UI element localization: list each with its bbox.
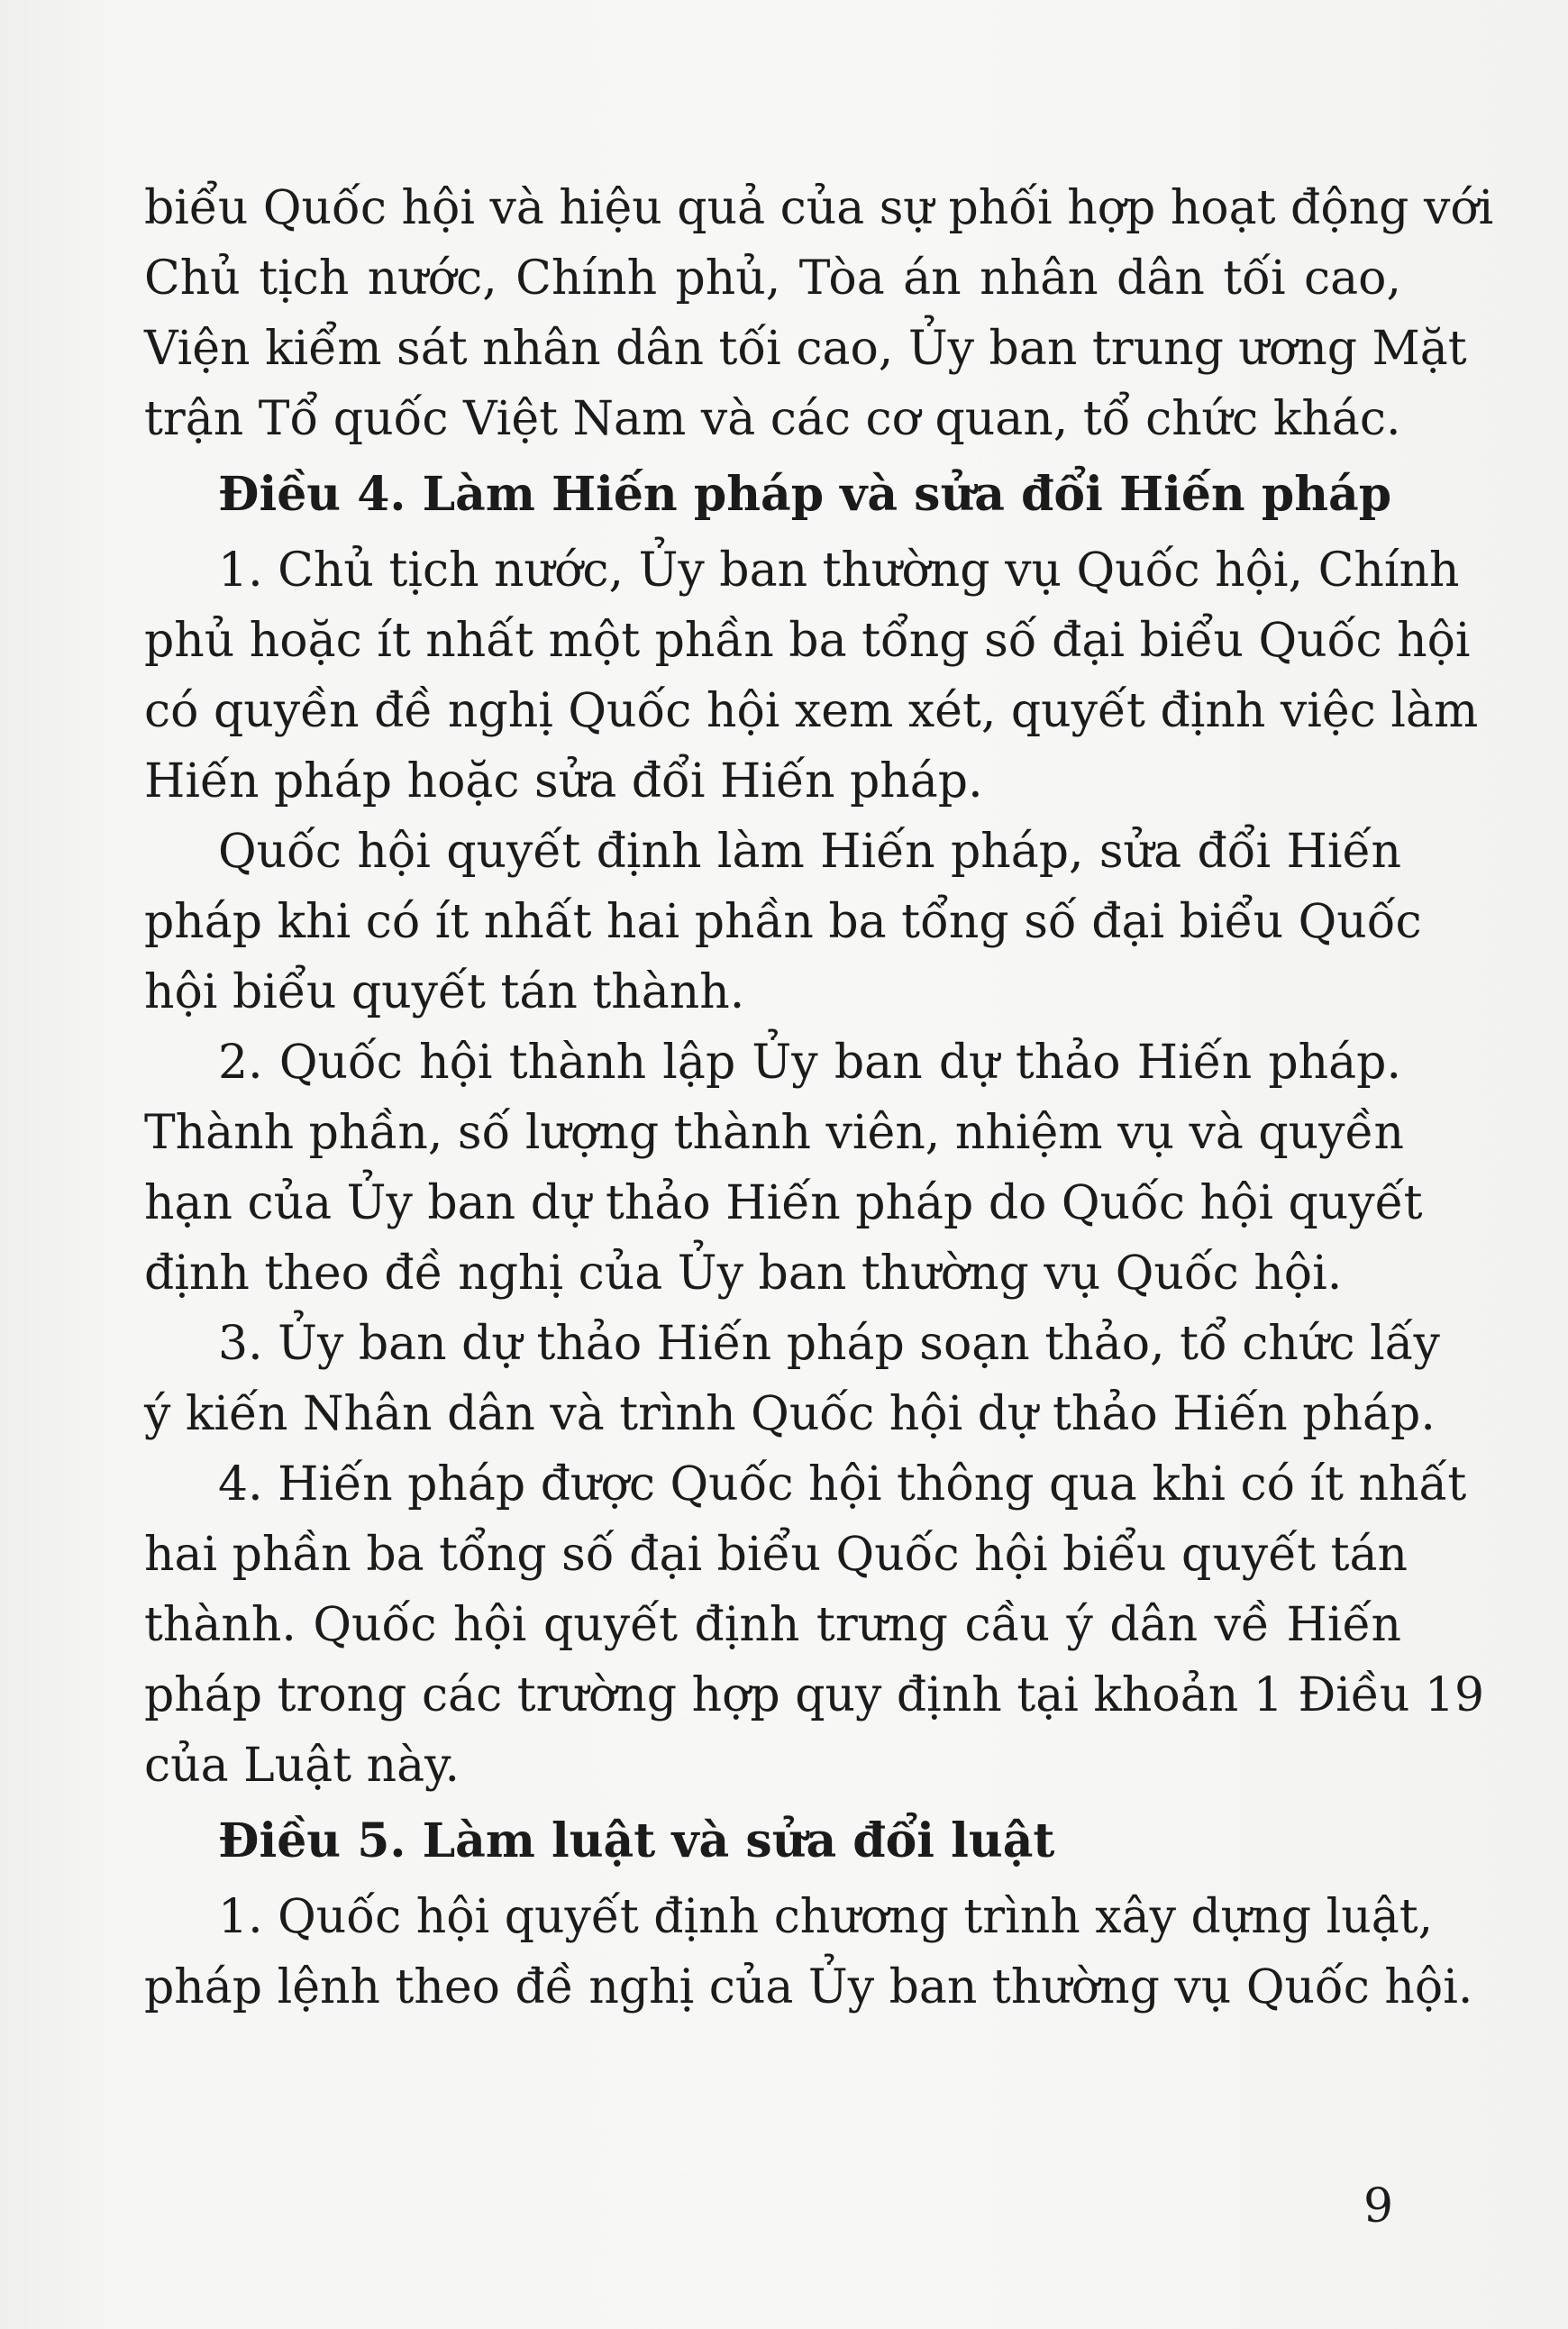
page-body (144, 173, 1494, 2023)
text-line: định theo đề nghị của Ủy ban thường vụ Quốc hội. (144, 1247, 1343, 1301)
text-line: hội biểu quyết tán thành. (144, 965, 745, 1019)
text-line: thành. Quốc hội quyết định trưng cầu ý dân về Hiến (144, 1598, 1401, 1652)
text-line: pháp khi có ít nhất hai phần ba tổng số đại biểu Quốc (144, 895, 1422, 949)
text-line: trận Tổ quốc Việt Nam và các cơ quan, tổ chức khác. (144, 392, 1401, 446)
paragraph (144, 173, 1494, 454)
text-line: của Luật này. (144, 1739, 460, 1793)
text-line: 4. Hiến pháp được Quốc hội thông qua khi có ít nhất (218, 1457, 1467, 1512)
text-line: phủ hoặc ít nhất một phần ba tổng số đại biểu Quốc hội (144, 614, 1471, 668)
text-line: có quyền đề nghị Quốc hội xem xét, quyết định việc làm (144, 684, 1479, 738)
paragraph (144, 1882, 1473, 2023)
paragraph (144, 1449, 1485, 1801)
text-line: pháp lệnh theo đề nghị của Ủy ban thường vụ Quốc hội. (144, 1960, 1473, 2014)
text-line: 1. Chủ tịch nước, Ủy ban thường vụ Quốc hội, Chính (218, 543, 1460, 598)
text-line: Thành phần, số lượng thành viên, nhiệm vụ và quyền (144, 1106, 1405, 1160)
text-line: Chủ tịch nước, Chính phủ, Tòa án nhân dân tối cao, (144, 251, 1401, 306)
text-line: biểu Quốc hội và hiệu quả của sự phối hợp hoạt động với (144, 181, 1494, 235)
paragraph (144, 1309, 1440, 1449)
text-line: 2. Quốc hội thành lập Ủy ban dự thảo Hiến pháp. (218, 1036, 1401, 1090)
text-line: pháp trong các trường hợp quy định tại khoản 1 Điều 19 (144, 1668, 1485, 1722)
paragraph (144, 817, 1422, 1028)
paragraph (144, 535, 1479, 817)
text-line: hạn của Ủy ban dự thảo Hiến pháp do Quốc hội quyết (144, 1176, 1423, 1230)
text-line: 1. Quốc hội quyết định chương trình xây dựng luật, (218, 1890, 1434, 1944)
text-line: ý kiến Nhân dân và trình Quốc hội dự thảo Hiến pháp. (144, 1387, 1436, 1441)
paragraph (144, 1028, 1423, 1309)
page-number: 9 (1363, 2179, 1394, 2233)
article-heading: Điều 4. Làm Hiến pháp và sửa đổi Hiến pháp (218, 467, 1392, 522)
article-heading: Điều 5. Làm luật và sửa đổi luật (218, 1813, 1055, 1868)
text-line: Viện kiểm sát nhân dân tối cao, Ủy ban trung ương Mặt (144, 322, 1467, 376)
text-line: Quốc hội quyết định làm Hiến pháp, sửa đổi Hiến (218, 825, 1401, 879)
text-line: 3. Ủy ban dự thảo Hiến pháp soạn thảo, tổ chức lấy (218, 1317, 1440, 1371)
text-line: hai phần ba tổng số đại biểu Quốc hội biểu quyết tán (144, 1528, 1408, 1582)
text-line: Hiến pháp hoặc sửa đổi Hiến pháp. (144, 754, 983, 808)
